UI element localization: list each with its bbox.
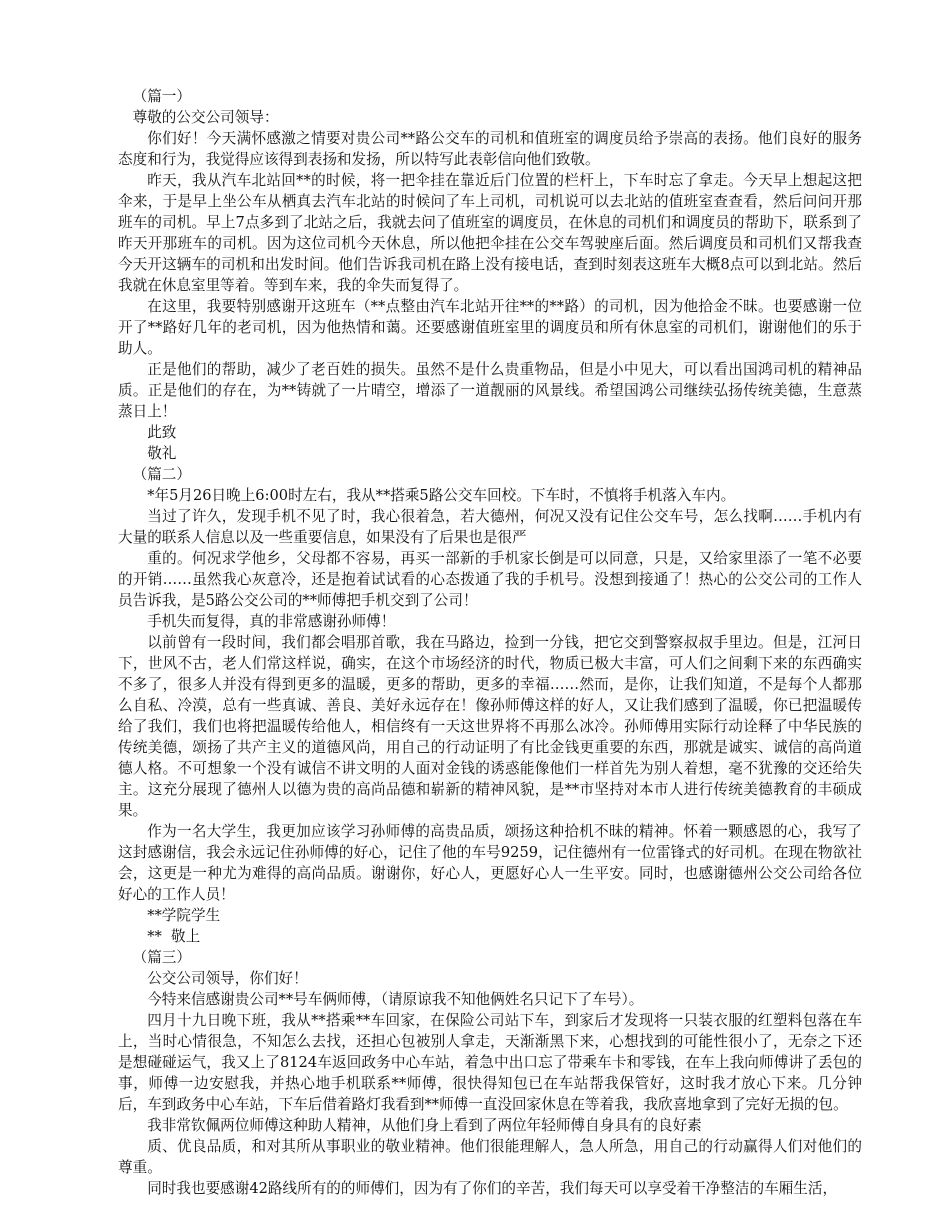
section-heading-2: （篇二）	[132, 466, 191, 483]
paragraph: 公交公司领导，你们好！	[147, 970, 308, 987]
paragraph: 重的。何况求学他乡，父母都不容易，再买一部新的手机家长倒是可以同意，只是，又给家里添了一笔不必要的开销……虽然我心灰意冷，还是抱着试试看的心态拨通了我的手机号。没想到接通了！热心的公交公司的工作人员告诉我，是5路公交公司的**师傅把手机交到了公司！	[118, 550, 862, 609]
paragraph: 当过了许久，发现手机不见了时，我心很着急，若大德州，何况又没有记住公交车号，怎么找啊……手机内有大量的联系人信息以及一些重要信息，如果没有了后果也是很严	[118, 508, 862, 546]
closing-line: 此致	[147, 424, 177, 441]
salutation: 尊敬的公交公司领导：	[132, 109, 279, 126]
paragraph: 昨天，我从汽车北站回**的时候，将一把伞挂在靠近后门位置的栏杆上，下车时忘了拿走。今天早上想起这把伞来，于是早上坐公车从栖真去汽车北站的时候问了车上司机，司机说可以去北站的值班室查查看，然后问问开那班车的司机。早上7点多到了北站之后，我就去问了值班室的调度员，在休息的司机们和调度员的帮助下，联系到了昨天开那班车的司机。因为这位司机今天休息，所以他把伞挂在公交车驾驶座后面。然后调度员和司机们又帮我查今天开这辆车的司机和出发时间。他们告诉我司机在路上没有接电话，查到时刻表这班车大概8点可以到北站。然后我就在休息室里等着。等到车来，我的伞失而复得了。	[118, 172, 862, 294]
paragraph: 以前曾有一段时间，我们都会唱那首歌，我在马路边，捡到一分钱，把它交到警察叔叔手里边。但是，江河日下，世风不古，老人们常这样说，确实，在这个市场经济的时代，物质已极大丰富，可人们之间剩下来的东西确实不多了，很多人并没有得到更多的温暖，更多的帮助，更多的幸福……然而，是你，让我们知道，不是每个人都那么自私、冷漠，总有一些真诚、善良、美好永远存在！像孙师傅这样的好人，又让我们感到了温暖，你已把温暖传给了我们，我们也将把温暖传给他人，相信终有一天这世界将不再那么冰冷。孙师傅用实际行动诠释了中华民族的传统美德，颂扬了共产主义的道德风尚，用自己的行动证明了有比金钱更重要的东西，那就是诚实、诚信的高尚道德人格。不可想象一个没有诚信不讲文明的人面对金钱的诱惑能像他们一样首先为别人着想，毫不犹豫的交还给失主。这充分展现了德州人以德为贵的高尚品德和崭新的精神风貌，是**市坚持对本市人进行传统美德教育的丰硕成果。	[118, 634, 862, 819]
paragraph: 正是他们的帮助，减少了老百姓的损失。虽然不是什么贵重物品，但是小中见大，可以看出国鸿司机的精神品质。正是他们的存在，为**铸就了一片晴空，增添了一道靓丽的风景线。希望国鸿公司继续弘扬传统美德，生意蒸蒸日上！	[118, 361, 862, 420]
paragraph: 在这里，我要特别感谢开这班车（**点整由汽车北站开往**的**路）的司机，因为他拾金不昧。也要感谢一位开了**路好几年的老司机，因为他热情和蔼。还要感谢值班室里的调度员和所有休息室的司机们，谢谢他们的乐于助人。	[118, 298, 862, 357]
paragraph: 你们好！今天满怀感激之情要对贵公司**路公交车的司机和值班室的调度员给予崇高的表扬。他们良好的服务态度和行为，我觉得应该得到表扬和发扬，所以特写此表彰信向他们致敬。	[118, 130, 862, 168]
paragraph: 手机失而复得，真的非常感谢孙师傅！	[147, 613, 396, 630]
signature-line: ** 敬上	[147, 928, 201, 945]
paragraph: 今特来信感谢贵公司**号车俩师傅，（请原谅我不知他俩姓名只记下了车号）。	[147, 991, 644, 1008]
paragraph: 同时我也要感谢42路线所有的的师傅们，因为有了你们的辛苦，我们每天可以享受着干净整洁的车厢生活，	[147, 1180, 838, 1197]
paragraph: 作为一名大学生，我更加应该学习孙师傅的高贵品质，颂扬这种拾机不昧的精神。怀着一颗感恩的心，我写了这封感谢信，我会永远记住孙师傅的好心，记住了他的车号9259，记住德州有一位雷锋式的好司机。在现在物欲社会，这更是一种尤为难得的高尚品质。谢谢你，好心人，更愿好心人一生平安。同时，也感谢德州公交公司给各位好心的工作人员！	[118, 823, 862, 903]
section-heading-1: （篇一）	[132, 88, 191, 105]
closing-line: 敬礼	[147, 445, 177, 462]
signature-line: **学院学生	[147, 907, 221, 924]
paragraph: 质、优良品质，和对其所从事职业的敬业精神。他们很能理解人，急人所急，用自己的行动赢得人们对他们的尊重。	[118, 1138, 862, 1176]
paragraph: 四月十九日晚下班，我从**搭乘**车回家，在保险公司站下车，到家后才发现将一只装衣服的红塑料包落在车上，当时心情很急，不知怎么去找，还担心包被别人拿走，天渐渐黑下来，心想找到的可能性很小了，无奈之下还是想碰碰运气，我又上了8124车返回政务中心车站，着急中出口忘了带乘车卡和零钱，在车上我向师傅讲了丢包的事，师傅一边安慰我，并热心地手机联系**师傅，很快得知包已在车站帮我保管好，这时我才放心下来。几分钟后，车到政务中心车站，下车后借着路灯我看到**师傅一直没回家休息在等着我，我欣喜地拿到了完好无损的包。	[118, 1012, 862, 1113]
paragraph: 我非常钦佩两位师傅这种助人精神，从他们身上看到了两位年轻师傅自身具有的良好素	[147, 1117, 702, 1134]
paragraph: *年5月26日晚上6:00时左右，我从**搭乘5路公交车回校。下车时，不慎将手机落入车内。	[147, 487, 736, 504]
section-heading-3: （篇三）	[132, 949, 191, 966]
